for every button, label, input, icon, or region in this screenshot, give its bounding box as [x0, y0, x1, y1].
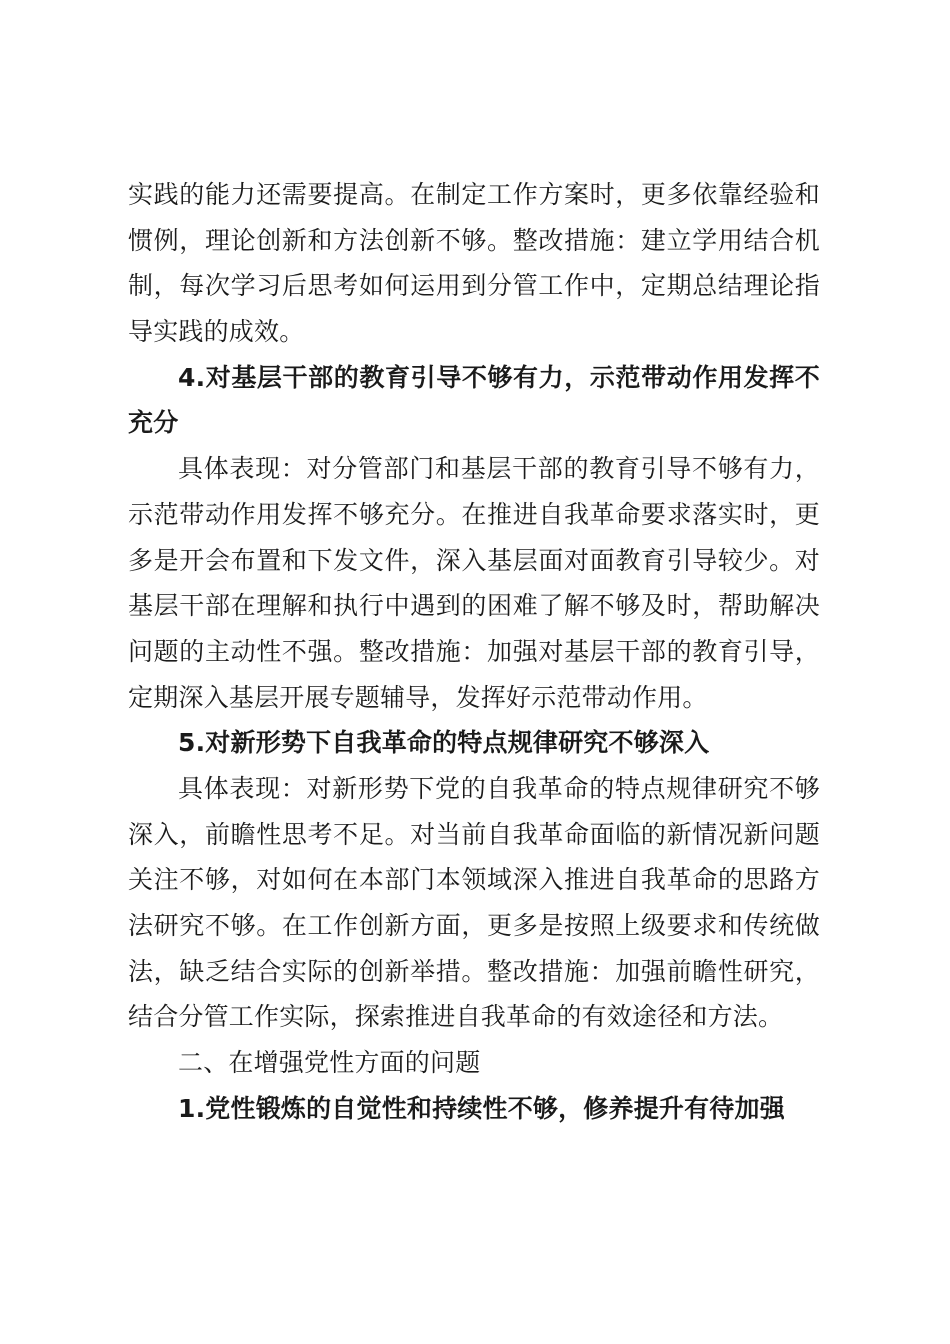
body-text-line: 关注不够，对如何在本部门本领域深入推进自我革命的思路方 — [128, 865, 820, 895]
body-text-line: 示范带动作用发挥不够充分。在推进自我革命要求落实时，更 — [128, 499, 820, 529]
body-text-line: 导实践的成效。 — [128, 317, 305, 347]
body-text-line: 法，缺乏结合实际的创新举措。整改措施：加强前瞻性研究， — [128, 956, 820, 986]
body-text-line: 基层干部在理解和执行中遇到的困难了解不够及时，帮助解决 — [128, 591, 820, 621]
section-heading-5: 5.对新形势下自我革命的特点规律研究不够深入 — [178, 728, 710, 758]
body-text-line: 定期深入基层开展专题辅导，发挥好示范带动作用。 — [128, 682, 708, 712]
body-text-line: 法研究不够。在工作创新方面，更多是按照上级要求和传统做 — [128, 911, 820, 940]
body-text-line: 惯例，理论创新和方法创新不够。整改措施：建立学用结合机 — [128, 225, 820, 255]
body-text-line: 具体表现：对新形势下党的自我革命的特点规律研究不够 — [178, 773, 820, 803]
body-text-line: 问题的主动性不强。整改措施：加强对基层干部的教育引导， — [128, 636, 820, 666]
section-heading-4: 4.对基层干部的教育引导不够有力，示范带动作用发挥不 — [178, 362, 820, 392]
body-text-line: 制，每次学习后思考如何运用到分管工作中，定期总结理论指 — [128, 271, 820, 301]
body-text-line: 结合分管工作实际，探索推进自我革命的有效途径和方法。 — [128, 1002, 784, 1032]
body-text-line: 具体表现：对分管部门和基层干部的教育引导不够有力， — [178, 454, 820, 484]
section-heading-1: 1.党性锻炼的自觉性和持续性不够，修养提升有待加强 — [178, 1093, 785, 1123]
section-heading-4-continued: 充分 — [128, 408, 179, 438]
body-text-line: 实践的能力还需要提高。在制定工作方案时，更多依靠经验和 — [128, 180, 820, 209]
chapter-heading-2: 二、在增强党性方面的问题 — [178, 1048, 481, 1078]
document-page — [128, 172, 820, 1131]
body-text-line: 多是开会布置和下发文件，深入基层面对面教育引导较少。对 — [128, 545, 820, 575]
body-text-line: 深入，前瞻性思考不足。对当前自我革命面临的新情况新问题 — [128, 819, 820, 849]
